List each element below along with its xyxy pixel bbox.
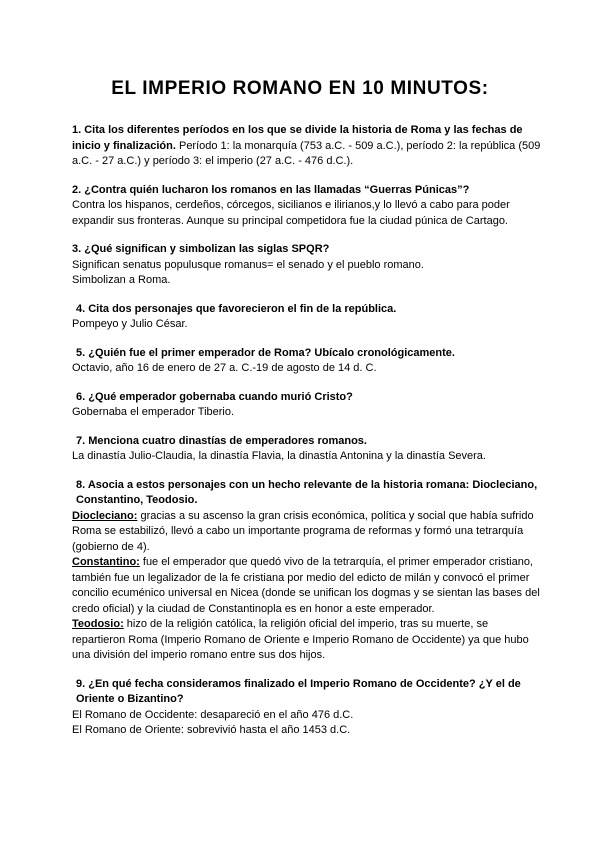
teodosio-label: Teodosio: xyxy=(72,618,124,630)
answer-7-text: La dinastía Julio-Claudia, la dinastía Flavia, la dinastía Antonina y la dinastía Severa. xyxy=(72,450,486,462)
answer-9-line-2: El Romano de Oriente: sobrevivió hasta el año 1453 d.C. xyxy=(72,724,351,736)
answer-8-diocleciano xyxy=(72,509,542,556)
answer-2-text: Contra los hispanos, cerdeños, córcegos, sicilianos e ilirianos,y lo llevó a cabo para poder expandir sus fronteras. Aunque su principal competidora fue la ciudad púnica de Cartago. xyxy=(72,199,510,227)
question-9 xyxy=(72,677,542,739)
question-4 xyxy=(72,302,542,333)
answer-6-text: Gobernaba el emperador Tiberio. xyxy=(72,406,235,418)
question-5-text: 5. ¿Quién fue el primer emperador de Roma? Ubícalo cronológicamente. xyxy=(76,346,455,359)
question-2-text: 2. ¿Contra quién lucharon los romanos en las llamadas “Guerras Púnicas”? xyxy=(72,183,470,196)
answer-8-teodosio xyxy=(72,617,542,664)
question-2 xyxy=(72,183,542,230)
answer-3-line-2: Simbolizan a Roma. xyxy=(72,274,171,286)
constantino-label: Constantino: xyxy=(72,556,140,568)
diocleciano-label: Diocleciano: xyxy=(72,509,138,522)
question-8-text: 8. Asocia a estos personajes con un hecho relevante de la historia romana: Diocleciano, Constantino, Teodosio. xyxy=(76,478,538,506)
question-4-text: 4. Cita dos personajes que favorecieron el fin de la república. xyxy=(76,302,397,315)
answer-9-line-1: El Romano de Occidente: desapareció en el año 476 d.C. xyxy=(72,708,354,721)
constantino-text: fue el emperador que quedó vivo de la tetrarquía, el primer emperador cristiano, también fue un legalizador de la fe cristiana por medio del edicto de milán y convocó el primer concilio ecuménico universal en Nicea (donde se unifican los dogmas y se sientan las bases del credo oficial) y la ciudad de Constantinopla es en honor a este emperador. xyxy=(72,556,540,615)
question-1-text: 1. Cita los diferentes períodos en los que se divide la historia de Roma y las fechas de inicio y finalización. xyxy=(72,124,523,152)
question-8 xyxy=(72,478,542,664)
question-7-text: 7. Menciona cuatro dinastías de emperadores romanos. xyxy=(76,434,367,447)
question-3-text: 3. ¿Qué significan y simbolizan las siglas SPQR? xyxy=(72,243,330,255)
question-1 xyxy=(72,123,542,170)
question-5 xyxy=(72,346,542,377)
diocleciano-text: gracias a su ascenso la gran crisis económica, política y social que había sufrido Roma se estabilizó, llevó a cabo un importante programa de reformas y formó una tetrarquía (gobierno de 4). xyxy=(72,509,534,553)
question-7 xyxy=(72,434,542,465)
question-6-text: 6. ¿Qué emperador gobernaba cuando murió Cristo? xyxy=(76,390,353,403)
document-body xyxy=(72,123,542,752)
question-9-text: 9. ¿En qué fecha consideramos finalizado el Imperio Romano de Occidente? ¿Y el de Oriente o Bizantino? xyxy=(76,677,521,705)
question-6 xyxy=(72,390,542,421)
answer-5-text: Octavio, año 16 de enero de 27 a. C.-19 de agosto de 14 d. C. xyxy=(72,362,377,374)
teodosio-text: hizo de la religión católica, la religión oficial del imperio, tras su muerte, se repartieron Roma (Imperio Romano de Oriente e Imperio Romano de Occidente) ya que hubo una división del imperio romano entre sus dos hijos. xyxy=(72,618,529,661)
answer-1-text: Período 1: la monarquía (753 a.C. - 509 a.C.), período 2: la república (509 a.C. - 27 a.C.) y período 3: el imperio (27 a.C. - 476 d.C.). xyxy=(72,139,541,167)
answer-8-constantino xyxy=(72,555,542,617)
answer-4-text: Pompeyo y Julio César. xyxy=(72,318,188,330)
question-3 xyxy=(72,242,542,289)
page-title: EL IMPERIO ROMANO EN 10 MINUTOS: xyxy=(111,78,489,99)
answer-3-line-1: Significan senatus populusque romanus= el senado y el pueblo romano. xyxy=(72,258,424,271)
